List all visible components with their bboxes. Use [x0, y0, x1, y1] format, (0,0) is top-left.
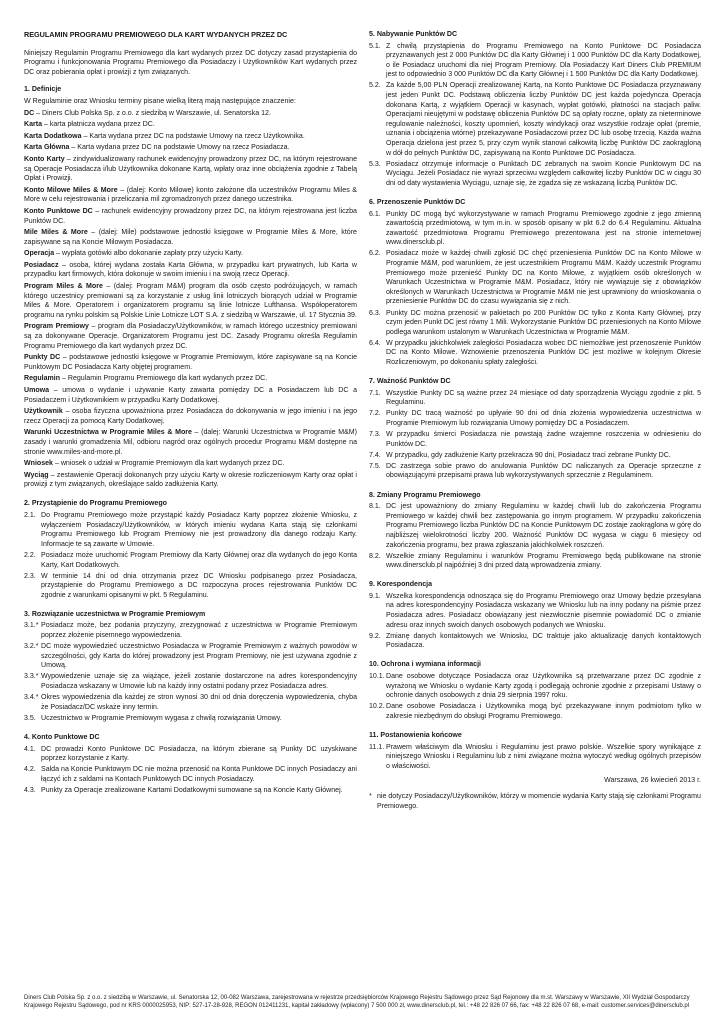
clause-number: 6.4.: [369, 339, 381, 347]
section-items: [24, 745, 357, 796]
numbered-clause: [24, 745, 357, 764]
section-title: 6. Przenoszenie Punktów DC: [369, 199, 466, 206]
clause-number: 9.1.: [369, 592, 381, 600]
clause-number: 2.3.: [24, 572, 36, 580]
definition-item: [24, 228, 357, 247]
section-items: [24, 511, 357, 600]
clause-number: 3.1.*: [24, 622, 39, 630]
clause-text: Za każde 5,00 PLN Operacji zrealizowanej Kartą, na Konto Punktowe DC Posiadacza przyznawany jest jeden Punkt DC. Podstawą obliczenia liczby Punktów DC jest każda pojedyncza Operacja dokonana Kartą, z wyjątkiem Operacji w kasynach, wypłat gotówki, płatności na stacjach paliw. Operacjami nieujętymi w podstawę obliczenia Punktów DC są opłaty roczne, opłaty za nieterminowe regulowanie należności, koszty upomnień, koszty windykacji oraz wszystkie rodzaje opłat (premie, uznania i obciążenia wtórne) przekazywane Posiadaczowi przez DC lub osobę trzecią. Każda ważna Operacja dzielona jest przez 5, przy czym wynik stanowi całkowitą liczbę Punktów DC zaokrągloną w dół do pełnych Punktów DC, zapisywaną na Konto Punktowe DC Posiadacza.: [386, 82, 701, 157]
clause-text: W przypadku śmierci Posiadacza nie powstają żadne wzajemne roszczenia w odniesieniu do Punktów DC.: [386, 431, 701, 448]
definition-text: – osoba fizyczna upoważniona przez Posiadacza do dokonywania w jego imieniu i na jego rzecz Operacji za pomocą Karty Dodatkowej.: [24, 408, 357, 425]
clause-text: Punkty DC można przenosić w pakietach po 200 Punktów DC tylko z Konta Karty Głównej, przy czym jeden Punkt DC jest równy 1 Mili. Wykorzystanie Punktów DC przeniesionych na Konto Milowe podlega warunkom ustalonym w Warunkach Uczestnictwa w Programie M&M.: [386, 309, 701, 336]
clause-number: 4.1.: [24, 745, 36, 753]
definition-item: [24, 132, 357, 142]
definition-term: Program Miles & More: [24, 283, 103, 291]
definition-term: Wyciąg: [24, 471, 49, 479]
definition-item: [24, 207, 357, 226]
clause-text: Punkty za Operacje zrealizowane Kartami Dodatkowymi sumowane są na Koncie Karty Głównej.: [41, 786, 343, 794]
definition-item: [24, 459, 357, 469]
clause-text: Prawem właściwym dla Wniosku i Regulaminu jest prawo polskie. Wszelkie spory wynikające z niniejszego Wniosku i Regulaminu lub z nimi związane można wytoczyć według ogólnych przepisów o właściwości.: [386, 743, 701, 770]
clause-text: W terminie 14 dni od dnia otrzymania przez DC Wniosku podpisanego przez Posiadacza, przystąpienie do Programu Premiowego a DC rozpoczyna proces rejestrowania Punktów DC zgodnie z warunkami opisanymi w pkt. 5 Regulaminu.: [41, 572, 357, 599]
clause-text: Wszelka korespondencja odnosząca się do Programu Premiowego oraz Umowy będzie przesyłana na adres korespondencyjny Posiadacza wskazany we Wniosku lub na inny podany na piśmie przez Posiadacza adres. Posiadacz obowiązany jest niezwłocznie pisemnie powiadomić DC o zmianie adresu oraz innych swoich danych osobowych podanych we Wniosku.: [386, 592, 701, 629]
numbered-clause: [369, 451, 701, 461]
clause-number: 3.5.: [24, 714, 36, 722]
section-items: [369, 743, 701, 772]
definition-text: – (dalej: Mile) podstawowe jednostki księgowe w Programie Miles & More, które zapisywane są na Koncie Milowym Posiadacza.: [24, 229, 357, 246]
clause-number: 2.1.: [24, 512, 36, 520]
numbered-clause: [369, 430, 701, 449]
definition-item: [24, 120, 357, 130]
numbered-clause: [369, 462, 701, 481]
clause-text: Do Programu Premiowego może przystąpić każdy Posiadacz Karty poprzez złożenie Wniosku, z wyłączeniem Posiadaczy/Użytkowników, w których imieniu wydana Karta stają się członkami Programu Premiowego lub Program Premiowy nie jest prowadzony dla danego rodzaju Karty. Informacje te są zawarte w Umowie.: [41, 512, 357, 548]
clause-number: 3.3.*: [24, 673, 39, 681]
footnote-mark: *: [369, 792, 372, 800]
definition-term: Konto Milowe Miles & More: [24, 186, 118, 194]
definition-text: – program dla Posiadaczy/Użytkowników, w ramach którego uczestnicy premiowani są za dokonywane Operacje. Organizatorem Programu jest DC. Zasady Programu określa Regulamin Programu Premiowego dla kart wydanych przez DC.: [24, 323, 357, 350]
clause-number: 8.1.: [369, 503, 381, 511]
definition-item: [24, 155, 357, 184]
definition-item: [24, 109, 357, 119]
numbered-clause: [24, 511, 357, 549]
clause-text: Wszelkie zmiany Regulaminu i warunków Programu Premiowego będą publikowane na stronie www.dinersclub.pl najpóźniej 3 dni przed datą wprowadzenia zmiany.: [386, 552, 701, 570]
definition-item: [24, 282, 357, 320]
clause-text: Salda na Koncie Punktowym DC nie można przenosić na Konta Punktowe DC innych Posiadaczy ani łączyć ich z saldami na Kontach Punktowych DC innych Posiadaczy.: [41, 766, 357, 783]
section-earning-points: [369, 30, 701, 189]
definition-term: Warunki Uczestnictwa w Programie Miles & More: [24, 429, 192, 437]
definition-text: – wypłata gotówki albo dokonanie zapłaty przy użyciu Karty.: [54, 250, 243, 258]
clause-text: Posiadacz otrzymuje informacje o Punktach DC zebranych na swoim Koncie Punktowym DC na Wyciągu. Jeżeli Posiadacz nie wyrazi sprzeciwu względem całkowitej liczby Punktów DC w ciągu 30 dni od daty wystawienia Wyciągu, uznaje się, że zgadza się ze wskazaną liczbą Punktów DC.: [386, 160, 701, 187]
clause-text: Okres wypowiedzenia dla każdej ze stron wynosi 30 dni od dnia doręczenia wypowiedzenia, chyba że Posiadacz/DC wskaże inny termin.: [41, 694, 357, 711]
clause-number: 7.3.: [369, 431, 381, 439]
section-title: 10. Ochrona i wymiana informacji: [369, 661, 482, 669]
definition-term: Karta: [24, 121, 43, 129]
numbered-clause: [369, 42, 701, 80]
definition-item: [24, 322, 357, 351]
numbered-clause: [24, 621, 357, 640]
section-items: [369, 592, 701, 651]
numbered-clause: [369, 249, 701, 307]
clause-number: 10.2.: [369, 703, 385, 711]
right-column: [369, 30, 701, 821]
definition-text: – Karta wydana przez DC na podstawie Umowy na rzecz Użytkownika.: [81, 132, 305, 140]
section-title: 1. Definicje: [24, 86, 62, 94]
clause-number: 3.2.*: [24, 643, 39, 651]
section-points-account: [24, 733, 357, 796]
section-final-provisions: [369, 731, 701, 811]
definition-text: – umowa o wydanie i używanie Karty zawarta pomiędzy DC a Posiadaczem lub DC a Posiadaczem i Użytkownikiem w przypadku Karty Dodatkowej.: [24, 387, 357, 404]
clause-text: DC prowadzi Konto Punktowe DC Posiadacza, na którym zbierane są Punkty DC uzyskiwane poprzez korzystanie z Karty.: [41, 745, 357, 763]
numbered-clause: [369, 552, 701, 571]
definition-text: – Karta wydana przez DC na podstawie Umowy na rzecz Posiadacza.: [69, 144, 290, 152]
definition-term: Karta Główna: [24, 144, 70, 152]
clause-text: DC jest upoważniony do zmiany Regulaminu w każdej chwili lub do zakończenia Programu Premiowego w każdej chwili bez zastępowania go innym programem. W przypadku zakończenia Programu Premiowego liczba Punktów DC na Koncie Punktowym DC zostaje zaokrąglona w górę do najbliższej wielokrotności liczby 200. Ważność Punktów DC wygasa w ciągu 6 miesięcy od zakończenia programu, bez prawa zgłaszania jakichkolwiek roszczeń.: [386, 503, 701, 549]
numbered-clause: [369, 309, 701, 338]
numbered-clause: [24, 786, 357, 796]
definition-item: [24, 261, 357, 280]
section-items: [369, 210, 701, 368]
definition-text: – osoba, której wydana została Karta Główna, w przypadku kart prywatnych, lub Karta w przypadku kart firmowych, która dokonuje w swoim imieniu i na swoją rzecz Operacji.: [24, 261, 357, 279]
definition-term: Operacja: [24, 250, 55, 258]
numbered-clause: [369, 502, 701, 550]
definitions-lead: W Regulaminie oraz Wniosku terminy pisane wielką literą mają następujące znaczenie:: [24, 97, 296, 105]
section-data-protection: [369, 660, 701, 721]
numbered-clause: [369, 592, 701, 630]
clause-text: Posiadacz może w każdej chwili zgłosić DC chęć przeniesienia Punktów DC na Konto Milowe w Programie M&M, pod warunkiem, że jest uczestnikiem Programu M&M. Każdy uczestnik Programu Premiowego może przenieść Punkty DC na Konto Milowe, z wyjątkiem osób określonych w Warunkach Uczestnictwa w Programie M&M. Posiadacz, który nie wywiązuje się z obowiązków określonych w Warunkach Uczestnictwa w Programie M&M nie jest uprawniony do wnioskowania o przeniesienie Punktów DC do czasu wywiązania się z nich.: [386, 250, 701, 306]
clause-text: Punkty DC tracą ważność po upływie 90 dni od dnia złożenia wypowiedzenia uczestnictwa w Programie Premiowym lub rozwiązania Umowy pomiędzy DC a Posiadaczem.: [386, 410, 701, 427]
definitions-list: [24, 109, 357, 490]
definition-text: – Regulamin Programu Premiowego dla kart wydanych przez DC.: [60, 375, 268, 383]
definition-text: – karta płatnicza wydana przez DC.: [42, 121, 155, 129]
section-items: [369, 42, 701, 189]
definition-text: – (dalej: Konto Milowe) konto założone dla uczestników Programu Miles & More w celu rejestrowania i przeliczania mil zgromadzonych przez danego uczestnika.: [24, 186, 357, 204]
numbered-clause: [24, 572, 357, 601]
definition-term: Wniosek: [24, 460, 53, 468]
clause-text: DC może wypowiedzieć uczestnictwo Posiadacza w Programie Premiowym z ważnych powodów w szczególności, gdy Karta do której prowadzony jest Program Premiowy, nie jest używana zgodnie z Umową.: [41, 643, 357, 670]
numbered-clause: [369, 632, 701, 651]
definition-term: Punkty DC: [24, 354, 61, 362]
definition-item: [24, 186, 357, 205]
section-program-changes: [369, 491, 701, 571]
clause-number: 7.1.: [369, 389, 381, 397]
clause-number: 7.2.: [369, 410, 381, 418]
section-joining: [24, 499, 357, 600]
numbered-clause: [369, 339, 701, 368]
section-title: 9. Korespondencja: [369, 581, 433, 589]
definition-term: Posiadacz: [24, 261, 59, 269]
footnote-text: nie dotyczy Posiadaczy/Użytkowników, którzy w momencie wydania Karty stają się członkami Programu Premiowego.: [377, 792, 701, 810]
clause-number: 10.1.: [369, 673, 385, 681]
footnote: [369, 792, 701, 811]
clause-text: W przypadku jakichkolwiek zaległości Posiadacza wobec DC niemożliwe jest przenoszenie Punktów DC na Konto Milowe. Wznowienie przenoszenia Punktów DC jest możliwe w kolejnym Okresie Rozliczeniowym, po dokonaniu spłaty zaległości.: [386, 339, 701, 366]
clause-number: 4.3.: [24, 786, 36, 794]
section-correspondence: [369, 580, 701, 651]
intro-paragraph: Niniejszy Regulamin Programu Premiowego dla kart wydanych przez DC dotyczy zasad przystąpienia do Programu i funkcjonowania Programu Premiowego dla Posiadaczy i Użytkowników Kart wydanych przez DC oraz pobierania opłat i prowizji z tym związanych.: [24, 49, 357, 76]
definition-term: Umowa: [24, 387, 50, 394]
section-items: [369, 502, 701, 571]
definition-term: Użytkownik: [24, 408, 63, 416]
section-title: 3. Rozwiązanie uczestnictwa w Programie Premiowym: [24, 610, 206, 618]
clause-number: 6.1.: [369, 210, 381, 218]
company-footer: Diners Club Polska Sp. z o.o. z siedzibą w Warszawie, ul. Senatorska 12, 00-082 Warszawa, zarejestrowana w rejestrze przedsiębiorców Krajowego Rejestru Sądowego przez Sąd Rejonowy dla m.st. Warszawy w Warszawie, XII Wydział Gospodarczy Krajowego Rejestru Sądowego, pod nr KRS 0000025953, NIP: 527-17-28-928, REGON 012411231, kapitał zakładowy (wpłacony) 7 500 000 zł, www.dinersclub.pl, tel.: +48 22 826 07 66, fax: +48 22 826 07 68, e-mail: customer.services@dinersclub.pl: [24, 995, 690, 1009]
numbered-clause: [369, 210, 701, 248]
definition-text: – Diners Club Polska Sp. z o.o. z siedzibą w Warszawie, ul. Senatorska 12.: [34, 109, 271, 117]
definition-text: – podstawowe jednostki księgowe w Programie Premiowym, które zapisywane są na Koncie Punktowym DC Posiadacza Karty objętej programem.: [24, 354, 357, 371]
numbered-clause: [369, 389, 701, 408]
definition-item: [24, 374, 357, 384]
clause-number: 11.1.: [369, 743, 385, 751]
clause-text: DC zastrzega sobie prawo do anulowania Punktów DC naliczanych za Operacje sprzeczne z obowiązującymi przepisami prawa lub wykorzystywanych sprzecznie z Regulaminem.: [386, 462, 701, 480]
definition-term: DC: [24, 109, 35, 117]
numbered-clause: [369, 743, 701, 772]
clause-text: Uczestnictwo w Programie Premiowym wygasa z chwilą rozwiązania Umowy.: [41, 714, 282, 722]
definition-item: [24, 353, 357, 372]
section-definitions: [24, 85, 357, 490]
definition-text: – rachunek ewidencyjny prowadzony przez DC, na którym rejestrowana jest liczba Punktów DC.: [24, 207, 357, 225]
definition-term: Konto Punktowe DC: [24, 207, 93, 215]
left-column: [24, 30, 357, 805]
numbered-clause: [24, 642, 357, 671]
numbered-clause: [24, 672, 357, 691]
clause-text: Posiadacz może, bez podania przyczyny, zrezygnować z uczestnictwa w Programie Premiowym poprzez złożenie pisemnego wypowiedzenia.: [41, 622, 357, 640]
clause-number: 5.1.: [369, 42, 381, 50]
document-title: REGULAMIN PROGRAMU PREMIOWEGO DLA KART WYDANYCH PRZEZ DC: [24, 30, 288, 39]
definition-text: – wniosek o udział w Programie Premiowym dla kart wydanych przez DC.: [52, 460, 285, 468]
section-points-validity: [369, 377, 701, 481]
numbered-clause: [24, 551, 357, 570]
definition-item: [24, 428, 357, 457]
section-title: 2. Przystąpienie do Programu Premiowego: [24, 500, 167, 508]
section-title: 5. Nabywanie Punktów DC: [369, 31, 458, 38]
section-title: 7. Ważność Punktów DC: [369, 378, 451, 386]
clause-number: 7.5.: [369, 462, 381, 470]
numbered-clause: [24, 765, 357, 784]
clause-number: 3.4.*: [24, 694, 39, 702]
section-termination: [24, 610, 357, 724]
definition-item: [24, 386, 357, 405]
definition-term: Mile Miles & More: [24, 229, 88, 237]
clause-number: 9.2.: [369, 632, 381, 640]
definition-text: – zestawienie Operacji dokonanych przy użyciu Karty w okresie rozliczeniowym Karty oraz opłat i prowizji z tym związanych, określające saldo zadłużenia Karty.: [24, 471, 357, 489]
definition-term: Regulamin: [24, 375, 61, 383]
numbered-clause: [24, 714, 357, 724]
clause-number: 8.2.: [369, 552, 381, 560]
section-transferring-points: [369, 198, 701, 368]
section-title: 8. Zmiany Programu Premiowego: [369, 491, 481, 499]
clause-number: 6.3.: [369, 309, 381, 317]
section-items: [24, 621, 357, 723]
definition-text: – zindywidualizowany rachunek ewidencyjny prowadzony przez DC, na którym rejestrowane są Operacje Posiadacza i/lub Użytkownika dokonane Kartą, wpłaty oraz inne obciążenia zgodnie z Tabelą Opłat i Prowizji.: [24, 155, 357, 183]
clause-text: Zmianę danych kontaktowych we Wniosku, DC traktuje jako aktualizację danych kontaktowych Posiadacza.: [386, 632, 701, 650]
clause-text: Wszystkie Punkty DC są ważne przez 24 miesiące od daty sporządzenia Wyciągu zgodnie z pkt. 5 Regulaminu.: [386, 389, 701, 407]
definition-item: [24, 143, 357, 153]
clause-text: Posiadacz może uruchomić Program Premiowy dla Karty Głównej oraz dla wydanych do jego Konta Karty, Kart Dodatkowych.: [41, 551, 357, 569]
clause-text: Dane osobowe Posiadacza i Użytkownika mogą być przekazywane innym podmiotom tylko w zakresie niezbędnym do obsługi Programu Premiowego.: [386, 703, 701, 720]
definition-item: [24, 407, 357, 426]
clause-text: W przypadku, gdy zadłużenie Karty przekracza 90 dni, Posiadacz traci zebrane Punkty DC.: [386, 451, 671, 459]
numbered-clause: [24, 693, 357, 712]
clause-number: 2.2.: [24, 551, 36, 559]
clause-number: 5.3.: [369, 160, 381, 168]
definition-item: [24, 249, 357, 259]
clause-number: 7.4.: [369, 451, 381, 459]
numbered-clause: [369, 81, 701, 158]
clause-text: Z chwilą przystąpienia do Programu Premiowego na Konto Punktowe DC Posiadacza przyznawanych jest 2 000 Punktów DC dla Karty Głównej i 1 000 Punktów DC dla Karty Dodatkowej, o ile Posiadacz uruchomi dla niej Program Premiowy. Dla Posiadaczy Kart Diners Club PREMIUM jest to odpowiednio 3 000 Punktów DC dla Karty Głównej i 1 500 Punktów DC dla Karty Dodatkowej.: [386, 42, 701, 79]
clause-text: Punkty DC mogą być wykorzystywane w ramach Programu Premiowego zgodnie z jego zmienną zawartością przedmiotową, w tym m.in. w sposób opisany w pkt 6.2 do 6.4 Regulaminu. Aktualna zawartość przedmiotowa Programu Premiowego prezentowana jest na stronie internetowej www.dinersclub.pl.: [386, 210, 701, 247]
definition-term: Karta Dodatkowa: [24, 132, 82, 140]
clause-number: 5.2.: [369, 82, 381, 90]
definition-item: [24, 471, 357, 490]
section-title: 11. Postanowienia końcowe: [369, 732, 462, 739]
clause-number: 6.2.: [369, 250, 381, 258]
clause-text: Wypowiedzenie uznaje się za wiążące, jeżeli zostanie dostarczone na adres korespondencyjny Posiadacza wskazany w Umowie lub na każdy inny ostatni podany przez Posiadacza adres.: [41, 673, 357, 691]
section-items: [369, 389, 701, 481]
numbered-clause: [369, 672, 701, 701]
definition-term: Program Premiowy: [24, 323, 89, 331]
numbered-clause: [369, 702, 701, 721]
definition-text: – (dalej: Warunki Uczestnictwa w Programie M&M) zasady i warunki gromadzenia Mil, odbioru nagród oraz ogólnych procedur Programu M&M dostępne na stronie www.miles-and-more.pl.: [24, 429, 357, 456]
clause-text: Dane osobowe dotyczące Posiadacza oraz Użytkownika są przetwarzane przez DC zgodnie z wyrażoną we Wniosku o wydanie Karty zgodą i podlegają ochronie zgodnie z przepisami Ustawy o ochronie danych osobowych z dnia 29 sierpnia 1997 roku.: [386, 673, 701, 700]
section-items: [369, 672, 701, 721]
numbered-clause: [369, 409, 701, 428]
section-title: 4. Konto Punktowe DC: [24, 733, 100, 741]
clause-number: 4.2.: [24, 766, 36, 774]
document-date: Warszawa, 26 kwiecień 2013 r.: [604, 777, 701, 785]
definition-term: Konto Karty: [24, 155, 65, 163]
numbered-clause: [369, 160, 701, 189]
definition-text: – (dalej: Program M&M) program dla osób często podróżujących, w ramach którego uczestnicy premiowani są za korzystanie z usług linii lotniczych biorących udział w Programie Miles & More. Operatorem i organizatorem programu są linie lotnicze Lufthansa. Współoperatorem programu na rynku polskim są Polskie Linie Lotnicze LOT S.A. z siedzibą w Warszawie, ul. 17 Stycznia 39.: [24, 283, 357, 319]
